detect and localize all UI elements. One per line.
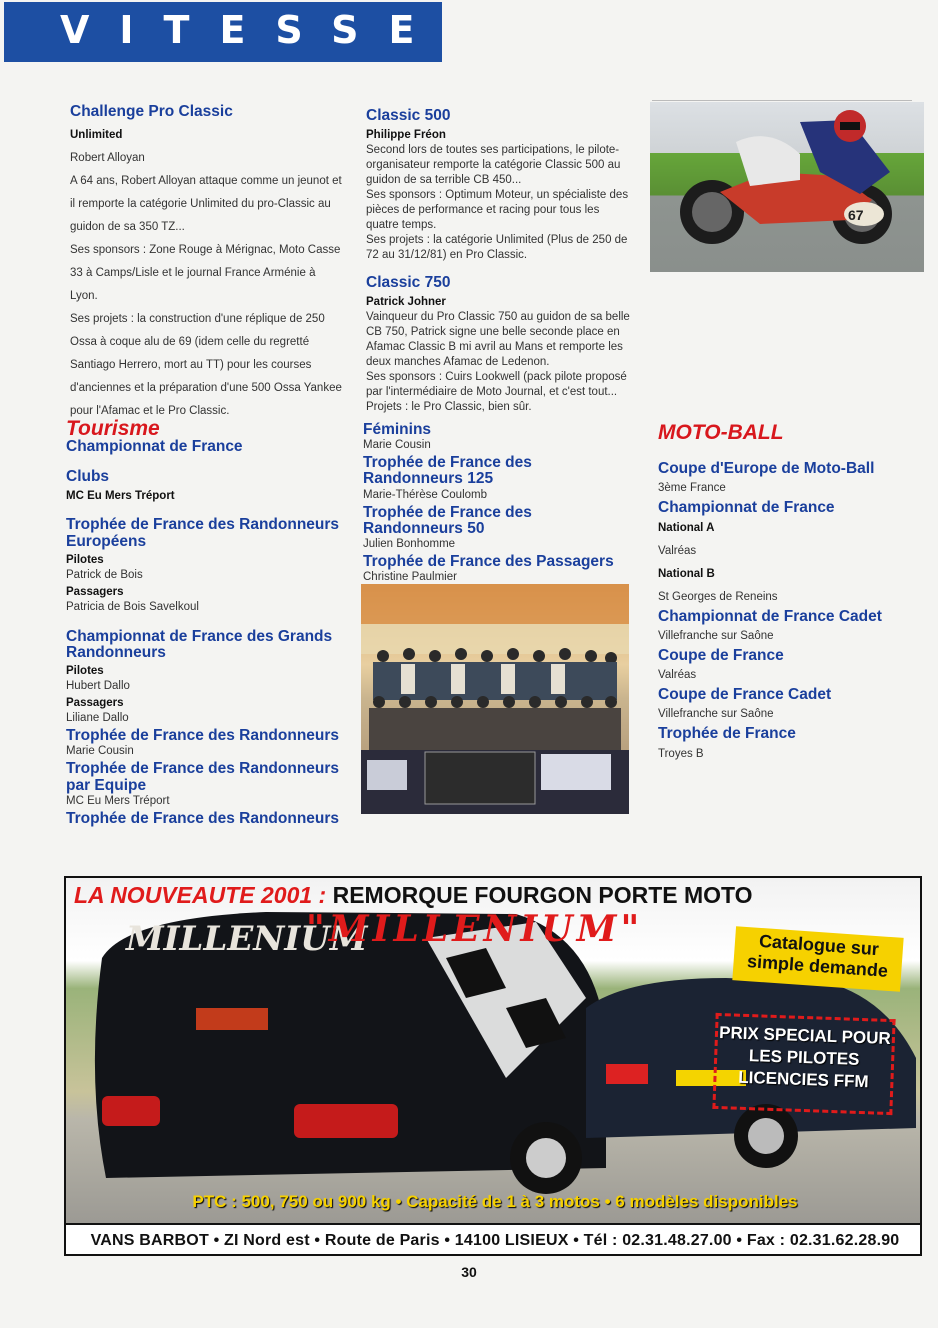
moto-race-number: 67 <box>848 207 864 223</box>
ad-product-name: "MILLENIUM" <box>306 908 644 950</box>
trophee-equipe-heading: Trophée de France des Randonneurs par Equipe <box>66 760 340 794</box>
group-photo <box>361 584 629 814</box>
national-a-label: National A <box>658 521 715 534</box>
trophee-125-heading: Trophée de France des Randonneurs 125 <box>363 454 532 488</box>
motorcycle-photo <box>650 102 924 272</box>
classic500-heading: Classic 500 <box>366 107 451 124</box>
national-b-label: National B <box>658 567 715 580</box>
challenge-heading: Challenge Pro Classic <box>70 103 233 120</box>
trophee-passagers-heading: Trophée de France des Passagers <box>363 553 614 571</box>
trophee-winner: Troyes B <box>658 747 704 760</box>
classic750-rider: Patrick Johner <box>366 295 446 308</box>
section-title: VITESSE <box>60 8 445 52</box>
ad-specs-line: PTC : 500, 750 ou 900 kg • Capacité de 1 à 3 motos • 6 modèles disponibles <box>192 1192 798 1211</box>
coupe-cadet-heading: Coupe de France Cadet <box>658 686 832 704</box>
column-right <box>658 422 928 766</box>
coupe-cadet-winner: Villefranche sur Saône <box>658 708 774 721</box>
pilotes-value: Hubert Dallo <box>66 680 130 693</box>
trophee-passagers-winner: Christine Paulmier <box>363 571 457 584</box>
tourisme-championnat-heading: Championnat de France <box>66 438 243 455</box>
challenge-paragraph-3: Ses projets : la construction d'une réplique de 250 Ossa à coque alu de 69 (idem celle du regretté Santiago Herrero, mort au TT) pour les courses d'anciennes et la préparation d'une 500 Ossa Yankee pour l'Afamac et le Pro Classic. <box>70 313 342 418</box>
trophee-50-heading: Trophée de France des Randonneurs 50 <box>363 503 532 537</box>
national-a-winner: Valréas <box>658 544 697 557</box>
championnat-heading: Championnat de France <box>658 499 835 517</box>
pilotes-label: Pilotes <box>66 665 104 678</box>
motoball-section-title: MOTO-BALL <box>658 421 784 444</box>
trophee-randonneurs-heading: Trophée de France des Randonneurs <box>66 809 340 827</box>
tourisme-section-title: Tourisme <box>66 417 160 440</box>
ad-headline <box>74 882 918 909</box>
ad-catalogue-sticker: Catalogue sur simple demande <box>732 926 903 992</box>
clubs-heading: Clubs <box>66 468 110 486</box>
coupe-de-france-winner: Valréas <box>658 669 697 682</box>
feminins-heading: Féminins <box>363 421 432 438</box>
ad-contact-footer: VANS BARBOT • ZI Nord est • Route de Paris • 14100 LISIEUX • Tél : 02.31.48.27.00 • Fax : 02.31.62.28.90 <box>66 1223 922 1256</box>
coupe-de-france-heading: Coupe de France <box>658 646 784 664</box>
trophee-europeens-heading: Trophée de France des Randonneurs Européens <box>66 516 340 550</box>
clubs-winner: MC Eu Mers Tréport <box>66 489 175 502</box>
advertisement <box>64 876 922 1256</box>
tourisme-block <box>66 418 356 827</box>
trophee-125-winner: Marie-Thérèse Coulomb <box>363 488 487 501</box>
challenge-paragraph-2: Ses sponsors : Zone Rouge à Mérignac, Moto Casse 33 à Camps/Lisle et le journal France Arménie à Lyon. <box>70 244 341 303</box>
passagers-label: Passagers <box>66 585 124 598</box>
motorcycle-art <box>650 102 924 272</box>
classic500-rider: Philippe Fréon <box>366 129 446 142</box>
championnat-cadet-heading: Championnat de France Cadet <box>658 607 882 625</box>
feminins-block <box>363 422 633 585</box>
trophee-randonneurs-winner: Marie Cousin <box>66 745 134 758</box>
ad-scene <box>66 878 922 1223</box>
feminins-winner: Marie Cousin <box>363 439 431 452</box>
van-livery-text: MILLENIUM <box>126 919 368 959</box>
challenge-paragraph-1: A 64 ans, Robert Alloyan attaque comme un jeunot et il remporte la catégorie Unlimited du pro-Classic au guidon de sa 350 TZ... <box>70 175 342 234</box>
passagers-value: Liliane Dallo <box>66 712 129 725</box>
classic750-heading: Classic 750 <box>366 273 451 291</box>
trophee-heading: Trophée de France <box>658 725 796 743</box>
pilotes-label: Pilotes <box>66 554 104 566</box>
classic500-paragraph-2: Ses sponsors : Optimum Moteur, un spécialiste des pièces de performance et racing pour tous les quatre temps. <box>366 189 629 231</box>
trophee-50-winner: Julien Bonhomme <box>363 538 456 551</box>
pilotes-value: Patrick de Bois <box>66 568 143 581</box>
classic750-paragraph-3: Projets : le Pro Classic, bien sûr. <box>366 400 532 413</box>
grands-randonneurs-heading: Championnat de France des Grands Randonneurs <box>66 627 333 662</box>
coupe-europe-result: 3ème France <box>658 482 726 495</box>
trophee-randonneurs-heading: Trophée de France des Randonneurs <box>66 727 340 745</box>
coupe-europe-heading: Coupe d'Europe de Moto-Ball <box>658 460 875 477</box>
championnat-cadet-winner: Villefranche sur Saône <box>658 629 774 642</box>
ad-headline-black: REMORQUE FOURGON PORTE MOTO <box>332 882 753 908</box>
classic750-paragraph-2: Ses sponsors : Cuirs Lookwell (pack pilote proposé par l'intermédiaire de Moto Journal, et c'est tout... <box>366 370 627 398</box>
classic500-paragraph-3: Ses projets : la catégorie Unlimited (Plus de 250 de 72 au 31/12/81) en Pro Classic. <box>366 233 628 261</box>
challenge-rider: Robert Alloyan <box>70 152 145 165</box>
page-number: 30 <box>461 1264 477 1280</box>
classic500-paragraph-1: Second lors de toutes ses participations, le pilote-organisateur remporte la catégorie Classic 500 au guidon de sa terrible CB 450... <box>366 144 621 187</box>
column-left <box>70 104 342 423</box>
national-b-winner: St Georges de Reneins <box>658 590 778 603</box>
passagers-label: Passagers <box>66 697 124 710</box>
challenge-category: Unlimited <box>70 129 123 142</box>
section-header-band <box>4 2 445 62</box>
trophee-equipe-winner: MC Eu Mers Tréport <box>66 794 170 807</box>
group-photo-art <box>361 584 629 814</box>
classic750-paragraph-1: Vainqueur du Pro Classic 750 au guidon de sa belle CB 750, Patrick signe une belle seconde place en Afamac Classic B mi avril au Mans et remporte les deux manches Afamac de Ledenon. <box>366 310 630 368</box>
divider-line <box>652 100 912 101</box>
column-middle <box>366 108 634 414</box>
ad-headline-red: LA NOUVEAUTE 2001 : <box>74 882 327 908</box>
ad-special-price-box: PRIX SPECIAL POUR LES PILOTES LICENCIES FFM <box>712 1013 895 1115</box>
passagers-value: Patricia de Bois Savelkoul <box>66 600 199 613</box>
